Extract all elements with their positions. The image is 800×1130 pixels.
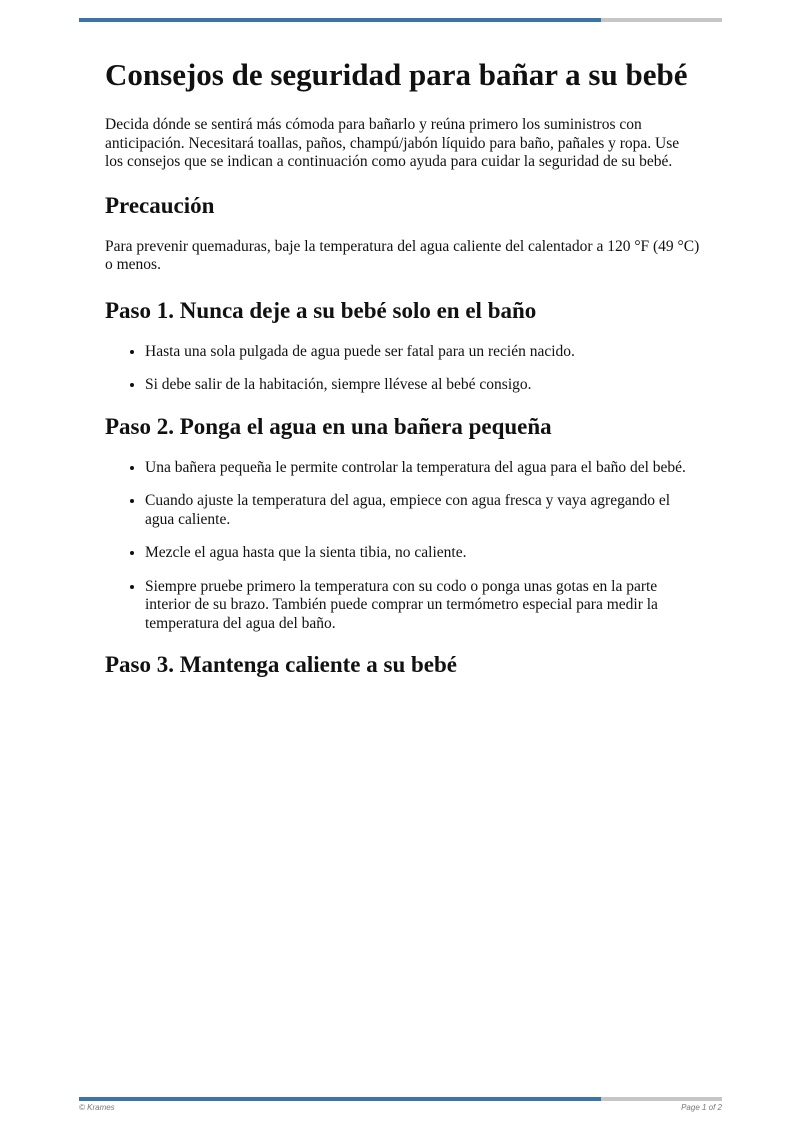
precaucion-heading: Precaución bbox=[105, 192, 215, 218]
list-item: • Una bañera pequeña le permite controlar la temperatura del agua para el baño del bebé. bbox=[145, 459, 700, 478]
list-item: • Si debe salir de la habitación, siempre llévese al bebé consigo. bbox=[145, 376, 700, 395]
precaucion-text: Para prevenir quemaduras, baje la temperatura del agua caliente del calentador a 120 °F (49 °C) o menos. bbox=[105, 237, 700, 273]
header-rule bbox=[79, 18, 722, 22]
paso1-list bbox=[105, 343, 700, 395]
paso2-heading: Paso 2. Ponga el agua en una bañera pequeña bbox=[105, 413, 552, 439]
footer-copyright: © Krames bbox=[79, 1103, 115, 1112]
footer-rule-accent bbox=[79, 1097, 601, 1101]
footer-page-number: Page 1 of 2 bbox=[681, 1103, 722, 1112]
list-item: • Hasta una sola pulgada de agua puede ser fatal para un recién nacido. bbox=[145, 343, 700, 362]
paso3-heading: Paso 3. Mantenga caliente a su bebé bbox=[105, 652, 458, 677]
document-body bbox=[105, 56, 700, 697]
list-item: • Cuando ajuste la temperatura del agua, empiece con agua fresca y vaya agregando el agua caliente. bbox=[145, 492, 700, 529]
list-item: • Mezcle el agua hasta que la sienta tibia, no caliente. bbox=[145, 544, 700, 563]
paso2-list bbox=[105, 459, 700, 634]
footer-rule-remainder bbox=[601, 1097, 722, 1101]
list-item: • Siempre pruebe primero la temperatura con su codo o ponga unas gotas en la parte interior de su brazo. También puede comprar un termómetro especial para medir la temperatura del agua del baño. bbox=[145, 578, 700, 634]
paso1-heading: Paso 1. Nunca deje a su bebé solo en el baño bbox=[105, 297, 537, 323]
header-rule-remainder bbox=[601, 18, 722, 22]
page-title: Consejos de seguridad para bañar a su bebé bbox=[105, 57, 688, 92]
header-rule-accent bbox=[79, 18, 601, 22]
intro-paragraph: Decida dónde se sentirá más cómoda para bañarlo y reúna primero los suministros con anticipación. Necesitará toallas, paños, champú/jabón líquido para baño, pañales y ropa. Use los consejos que se indican a continuación como ayuda para cuidar la seguridad de su bebé. bbox=[105, 116, 680, 170]
footer-rule bbox=[79, 1097, 722, 1101]
